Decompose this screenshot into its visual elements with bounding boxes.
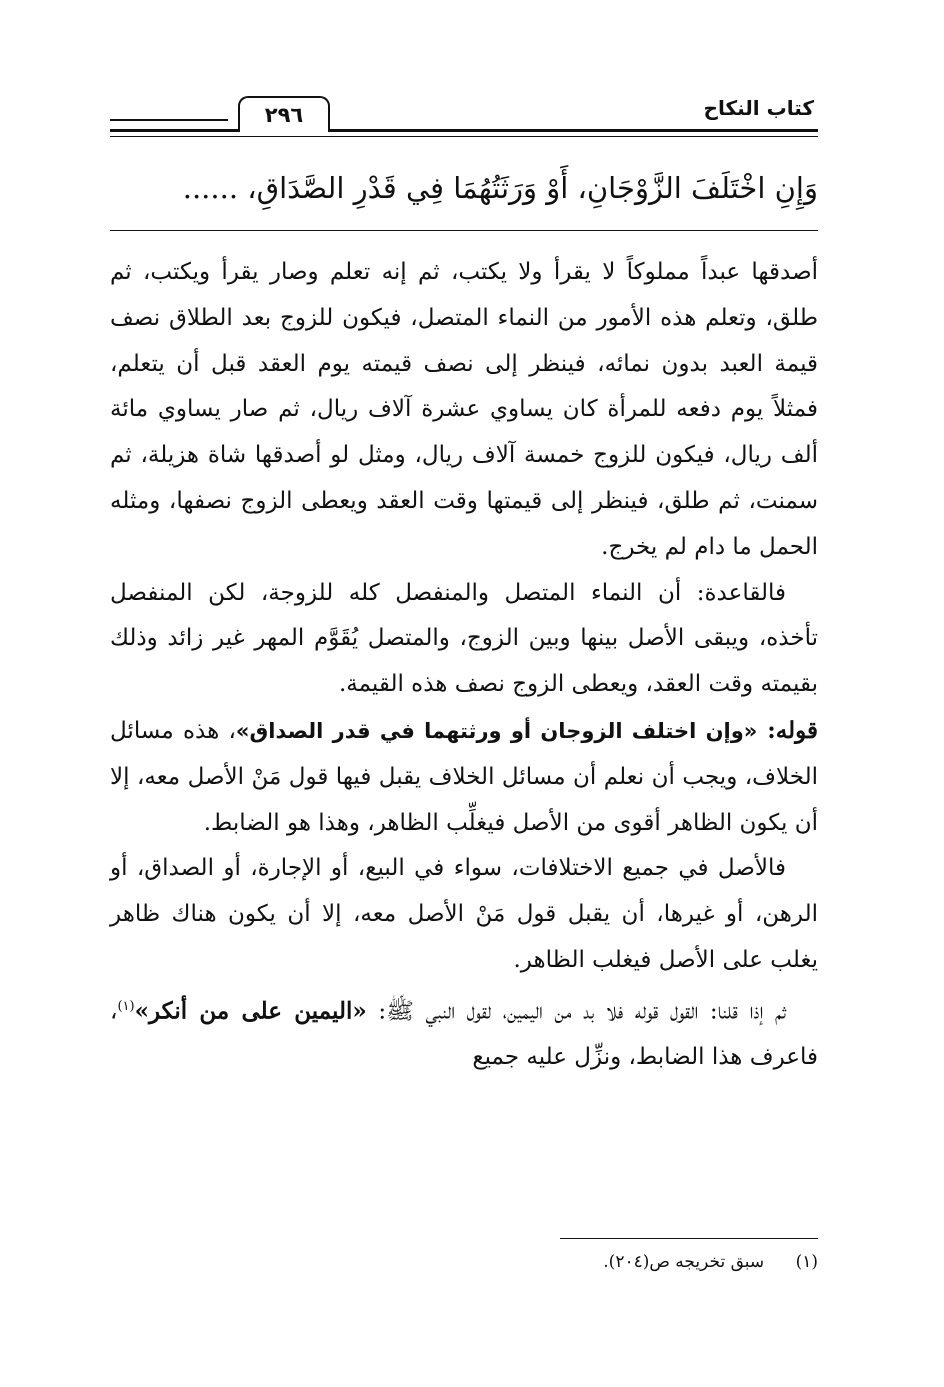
book-title: كتاب النكاح — [703, 96, 814, 120]
header-rule-thick — [110, 129, 818, 132]
matn-separator — [110, 230, 818, 231]
footnote-rule — [560, 1238, 818, 1239]
commentary-body — [110, 250, 818, 1081]
page-header — [110, 96, 818, 144]
page-number: ٢٩٦ — [238, 96, 330, 132]
paragraph-5-end: ، فاعرف هذا الضابط، ونزِّل عليه جميع — [110, 998, 818, 1071]
matn-text: وَإِنِ اخْتَلَفَ الزَّوْجَانِ، أَوْ وَرَثَتُهُمَا فِي قَدْرِ الصَّدَاقِ، ...... — [182, 171, 818, 205]
paragraph-3 — [110, 708, 818, 846]
paragraph-4: فالأصل في جميع الاختلافات، سواء في البيع، أو الإجارة، أو الصداق، أو الرهن، أو غيرها، أن يقبل قول مَنْ الأصل معه، إلا أن يكون هناك ظاهر يغلب على الأصل فيغلب الظاهر. — [110, 855, 818, 973]
paragraph-1: أصدقها عبداً مملوكاً لا يقرأ ولا يكتب، ثم إنه تعلم وصار يقرأ ويكتب، ثم طلق، وتعلم هذه الأمور من النماء المتصل، فيكون للزوج بعد الطلاق نصف قيمة العبد بدون نمائه، فينظر إلى نصف قيمته يوم العقد قبل أن يتعلم، فمثلاً يوم دفعه للمرأة كان يساوي عشرة آلاف ريال، ثم صار يساوي مائة ألف ريال، فيكون للزوج خمسة آلاف ريال، ومثل لو أصدقها شاة هزيلة، ثم سمنت، ثم طلق، فينظر إلى قيمتها وقت العقد ويعطى الزوج نصفها، ومثله الحمل ما دام لم يخرج. — [110, 259, 818, 560]
footnote-text: سبق تخريجه ص(٢٠٤). — [603, 1252, 765, 1272]
paragraph-2: فالقاعدة: أن النماء المتصل والمنفصل كله للزوجة، لكن المنفصل تأخذه، ويبقى الأصل بينها وبين الزوج، والمتصل يُقَوَّم المهر غير زائد وذلك بقيمته وقت العقد، ويعطى الزوج نصف هذه القيمة. — [110, 579, 818, 698]
footnote — [110, 1252, 818, 1272]
qawluhu-label: قوله: — [757, 716, 819, 744]
hadith-quote: «اليمين على من أنكر» — [134, 997, 367, 1025]
paragraph-3-text: ، هذه مسائل الخلاف، ويجب أن نعلم أن مسائل الخلاف يقبل فيها قول مَنْ الأصل معه، إلا أن يكون الظاهر أقوى من الأصل فيغلِّب الظاهر، وهذا هو الضابط. — [110, 717, 818, 836]
footnote-number: (١) — [795, 1252, 818, 1272]
paragraph-5-start: ثم إذا قلنا: القول قوله فلا بد من اليمين، لقول النبي ﷺ: — [366, 998, 786, 1025]
footnote-ref: (١) — [117, 998, 135, 1014]
matn-quote: «وإن اختلف الزوجان أو ورثتهما في قدر الصداق» — [235, 718, 758, 743]
header-rule-thin — [110, 136, 818, 137]
paragraph-5 — [110, 984, 818, 1081]
header-dash — [110, 119, 228, 121]
